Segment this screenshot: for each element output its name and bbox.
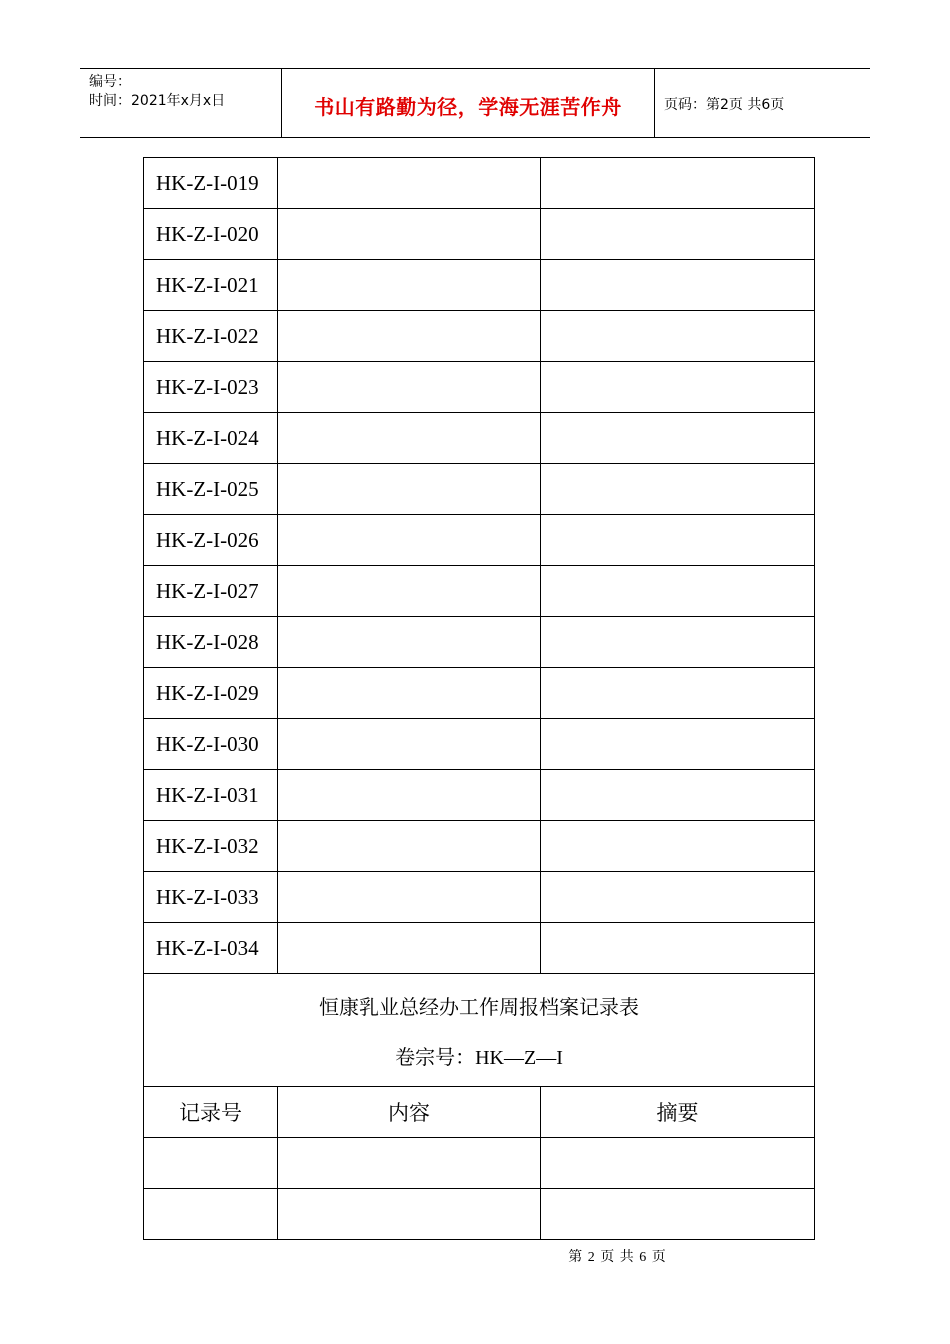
summary-header: 摘要: [541, 1087, 815, 1138]
record-summary-cell: [541, 209, 815, 260]
record-code-cell: HK-Z-I-026: [144, 515, 278, 566]
record-code-cell: [144, 1189, 278, 1240]
record-code-cell: HK-Z-I-023: [144, 362, 278, 413]
table-row: [144, 566, 815, 617]
number-label: 编号：: [89, 74, 131, 90]
record-summary-cell: [541, 821, 815, 872]
record-code-cell: HK-Z-I-033: [144, 872, 278, 923]
record-summary-cell: [541, 566, 815, 617]
record-summary-cell: [541, 158, 815, 209]
table-row: [144, 464, 815, 515]
record-content-cell: [278, 515, 541, 566]
header-left-cell: [80, 69, 281, 137]
record-summary-cell: [541, 413, 815, 464]
record-content-cell: [278, 362, 541, 413]
record-summary-cell: [541, 464, 815, 515]
table-row: [144, 260, 815, 311]
record-code-cell: HK-Z-I-025: [144, 464, 278, 515]
table-row: [144, 770, 815, 821]
table-row: [144, 719, 815, 770]
table-row: [144, 209, 815, 260]
section-title: 恒康乳业总经办工作周报档案记录表: [144, 974, 815, 1031]
record-code-cell: HK-Z-I-034: [144, 923, 278, 974]
page-footer: [0, 1246, 950, 1266]
record-summary-cell: [541, 872, 815, 923]
table-row: [144, 923, 815, 974]
record-summary-cell: [541, 515, 815, 566]
page-info: 页码：第2页 共6页: [664, 97, 785, 113]
record-content-cell: [278, 413, 541, 464]
record-summary-cell: [541, 617, 815, 668]
record-content-cell: [278, 311, 541, 362]
record-table-body: [144, 158, 815, 1240]
record-summary-cell: [541, 311, 815, 362]
table-row: [144, 1189, 815, 1240]
footer-page-text: 第 2 页 共 6 页: [568, 1250, 667, 1265]
record-content-cell: [278, 872, 541, 923]
table-row: [144, 821, 815, 872]
table-row: [144, 311, 815, 362]
content-header: 内容: [278, 1087, 541, 1138]
record-summary-cell: [541, 923, 815, 974]
record-summary-cell: [541, 668, 815, 719]
header-right-cell: [654, 69, 870, 137]
record-content-cell: [278, 1189, 541, 1240]
time-label: 时间：2021年x月x日: [89, 93, 226, 109]
record-code-cell: HK-Z-I-032: [144, 821, 278, 872]
section-title-row: [144, 974, 815, 1031]
record-content-cell: [278, 464, 541, 515]
record-number-header: 记录号: [144, 1087, 278, 1138]
record-content-cell: [278, 1138, 541, 1189]
record-content-cell: [278, 617, 541, 668]
table-row: [144, 362, 815, 413]
record-table: [143, 157, 815, 1240]
header-motto-cell: [281, 69, 655, 137]
record-content-cell: [278, 158, 541, 209]
record-content-cell: [278, 770, 541, 821]
record-content-cell: [278, 719, 541, 770]
table-row: [144, 158, 815, 209]
record-content-cell: [278, 923, 541, 974]
volume-label: 卷宗号：HK—Z—I: [144, 1030, 815, 1087]
record-code-cell: HK-Z-I-028: [144, 617, 278, 668]
record-content-cell: [278, 821, 541, 872]
volume-row: [144, 1030, 815, 1087]
record-code-cell: HK-Z-I-020: [144, 209, 278, 260]
record-content-cell: [278, 209, 541, 260]
record-content-cell: [278, 668, 541, 719]
record-code-cell: HK-Z-I-022: [144, 311, 278, 362]
table-row: [144, 515, 815, 566]
record-summary-cell: [541, 1138, 815, 1189]
page-header: [80, 68, 870, 138]
record-code-cell: HK-Z-I-029: [144, 668, 278, 719]
record-code-cell: [144, 1138, 278, 1189]
table-row: [144, 617, 815, 668]
table-row: [144, 668, 815, 719]
record-content-cell: [278, 260, 541, 311]
record-summary-cell: [541, 719, 815, 770]
record-code-cell: HK-Z-I-024: [144, 413, 278, 464]
table-row: [144, 1138, 815, 1189]
record-code-cell: HK-Z-I-031: [144, 770, 278, 821]
record-code-cell: HK-Z-I-019: [144, 158, 278, 209]
record-summary-cell: [541, 770, 815, 821]
table-row: [144, 872, 815, 923]
column-header-row: [144, 1087, 815, 1138]
record-summary-cell: [541, 1189, 815, 1240]
table-row: [144, 413, 815, 464]
record-code-cell: HK-Z-I-027: [144, 566, 278, 617]
record-content-cell: [278, 566, 541, 617]
motto-text: 书山有路勤为径，学海无涯苦作舟: [314, 95, 622, 119]
record-code-cell: HK-Z-I-030: [144, 719, 278, 770]
record-summary-cell: [541, 260, 815, 311]
record-summary-cell: [541, 362, 815, 413]
record-code-cell: HK-Z-I-021: [144, 260, 278, 311]
